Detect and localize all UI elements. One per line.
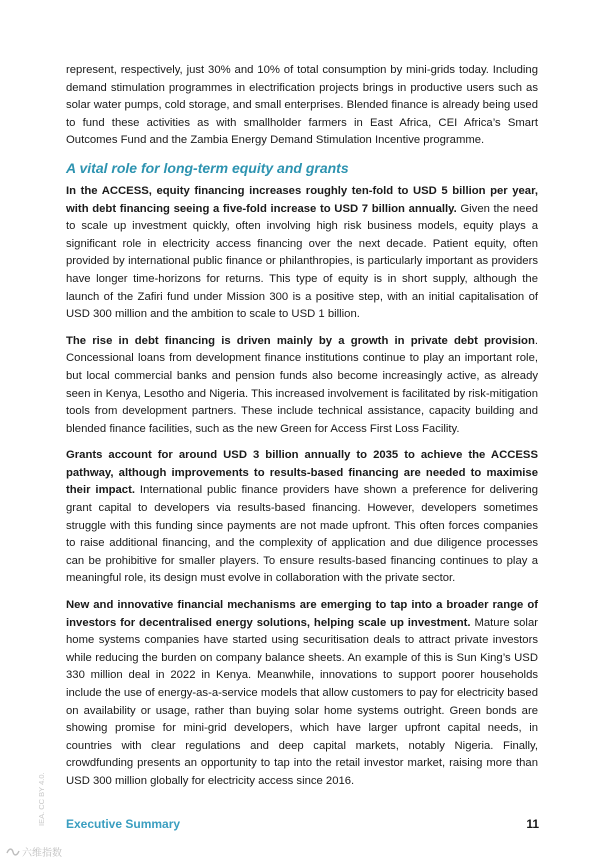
paragraph-intro: represent, respectively, just 30% and 10% of total consumption by mini-grids today. Including demand stimulation programmes in electrification projects brings in productive users such as solar water pumps, cold storage, and small enterprises. Blended finance is already being used to fund these activities as with smallholder farmers in East Africa, CEI Africa’s Smart Outcomes Fund and the Zambia Energy Demand Stimulation Incentive programme.: [66, 64, 538, 147]
document-body: [66, 62, 538, 800]
paragraph-lead: New and innovative financial mechanisms are emerging to tap into a broader range of investors for decentralised energy solutions, helping scale up investment.: [66, 599, 538, 629]
watermark-logo-icon: [6, 847, 20, 857]
paragraph-lead: Grants account for around USD 3 billion annually to 2035 to achieve the ACCESS pathway, although improvements to results-based financing are needed to maximise their impact.: [66, 449, 538, 497]
paragraph-debt: The rise in debt financing is driven mainly by a growth in private debt provision. Concessional loans from development finance institutions continue to play an important role, but local commercial banks and pension funds also become increasingly active, as already seen in Kenya, Lesotho and Nigeria. This increased involvement is facilitated by risk-mitigation tools from development partners. These include technical assistance, capacity building and blended finance facilities, such as the new Green for Access First Loss Facility.: [66, 334, 538, 435]
section-heading: A vital role for long-term equity and grants: [66, 159, 349, 176]
watermark-text: 六维指数: [22, 848, 62, 859]
footer-section-label: Executive Summary: [66, 817, 181, 831]
watermark: [6, 844, 62, 859]
paragraph-lead: The rise in debt financing is driven mainly by a growth in private debt provision: [66, 334, 535, 347]
paragraph-grants: Grants account for around USD 3 billion annually to 2035 to achieve the ACCESS pathway, although improvements to results-based financing are needed to maximise their impact. International public finance providers have shown a preference for delivering grant capital to developers via results-based financing. However, developers sometimes struggle with this funding since payments are not made upfront. This often forces companies to raise additional financing, and the complexity of application and due diligence processes can be prohibitive for smaller players. To ensure results-based financing continues to play a meaningful role, its design must evolve in collaboration with the private sector.: [66, 449, 539, 585]
paragraph-lead: In the ACCESS, equity financing increases roughly ten-fold to USD 5 billion per year, with debt financing seeing a five-fold increase to USD 7 billion annually.: [66, 184, 538, 215]
paragraph-mechanisms: New and innovative financial mechanisms are emerging to tap into a broader range of investors for decentralised energy solutions, helping scale up investment. Mature solar home systems companies have started using securitisation deals to attract private investors while reducing the burden on company balance sheets. An example of this is Sun King’s USD 330 million deal in 2022 in Kenya. Meanwhile, innovations to support poorer households include the use of energy-as-a-service models that allow customers to pay for electricity based on availability or usage, rather than buying solar home systems outright. Green bonds are showing promise for mini-grid developers, which have larger upfront capital needs, in countries with clear regulations and deep capital markets, notably Nigeria. Finally, crowdfunding presents an opportunity to tap into the retail investor market, raising more than USD 300 million globally for electricity access since 2016.: [66, 599, 538, 787]
paragraph-equity: In the ACCESS, equity financing increases roughly ten-fold to USD 5 billion per year, with debt financing seeing a five-fold increase to USD 7 billion annually. Given the need to scale up investment quickly, often involving high risk business models, equity plays a significant role in electricity access financing over the next decade. Patient equity, often provided by international public finance or philanthropies, is particularly important as providers have longer time-horizons for returns. This type of equity is in short supply, although the launch of the Zafiri fund under Mission 300 is a positive step, with an initial capitalisation of USD 300 million and the ambition to scale to USD 1 billion.: [66, 184, 539, 321]
page-number: 11: [526, 817, 539, 831]
copyright-notice: IEA. CC BY 4.0.: [37, 772, 46, 826]
